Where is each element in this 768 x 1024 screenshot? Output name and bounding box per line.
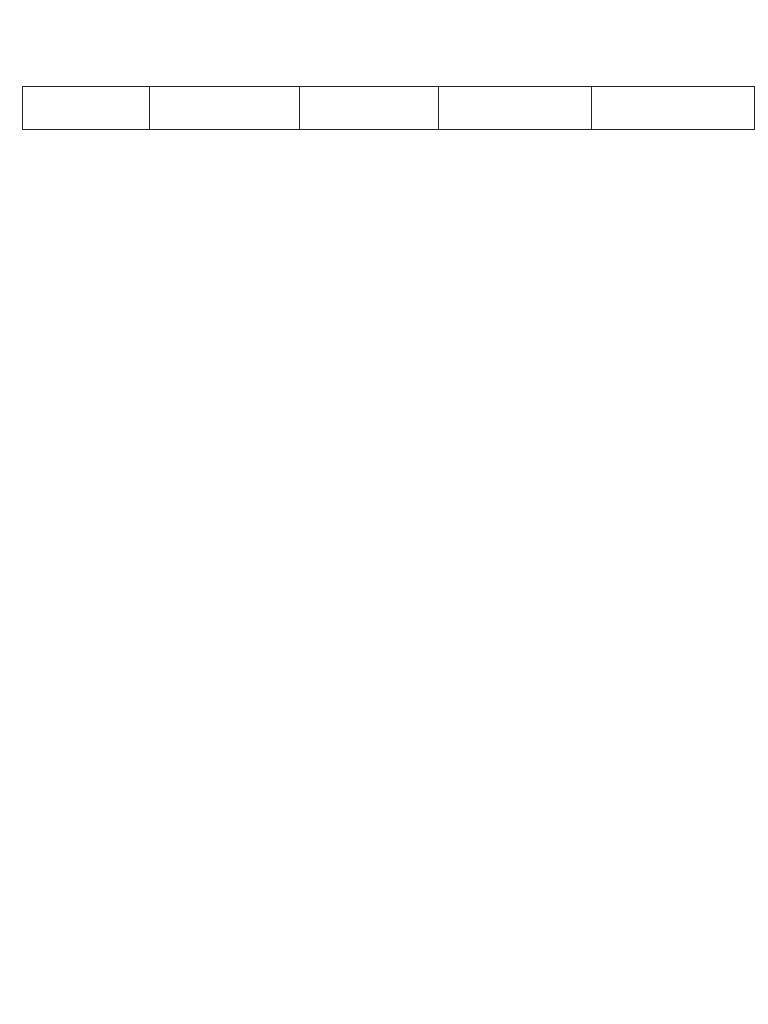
header-origin xyxy=(300,87,439,130)
header-insertion xyxy=(439,87,592,130)
header-row xyxy=(23,87,755,130)
header-group xyxy=(150,87,300,130)
header-muscle xyxy=(23,87,150,130)
header-function xyxy=(592,87,755,130)
muscle-table xyxy=(22,86,755,130)
